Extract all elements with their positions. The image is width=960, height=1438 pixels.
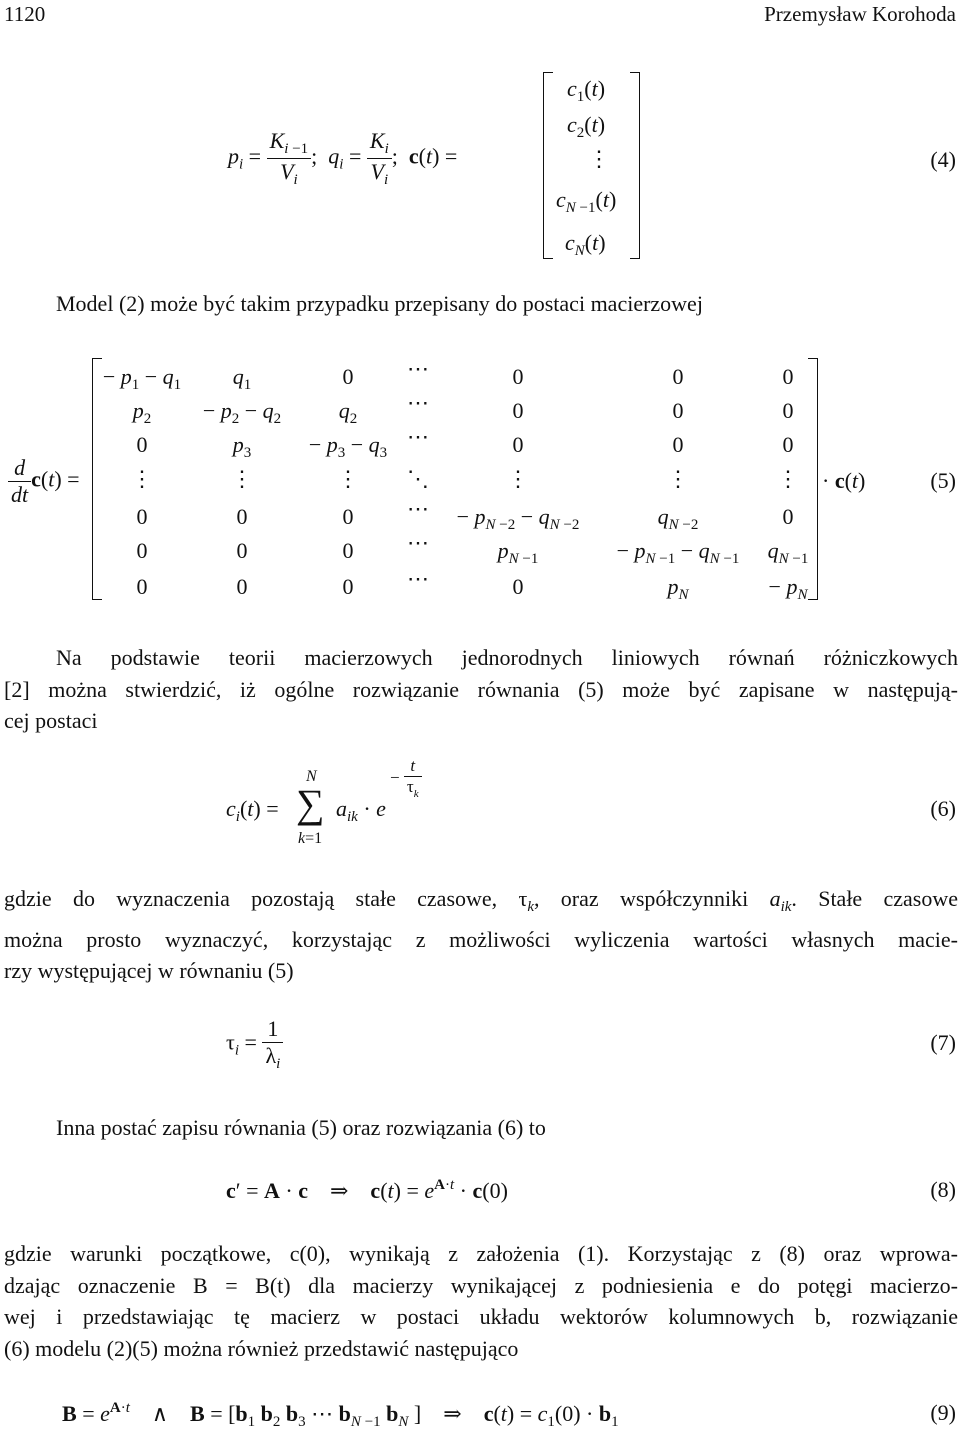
matrix-cell: ⋮	[507, 466, 529, 491]
matrix-cell: 0	[512, 364, 524, 389]
paragraph	[4, 288, 960, 320]
matrix-cell: ⋮	[777, 466, 799, 491]
equation-8: c′ = A · c ⇒ $c(t) = e^{A\cdot t} \cdot c(0)$	[226, 1177, 508, 1203]
text-line: (6) modelu (2)(5) można również przedstawić następująco	[4, 1335, 519, 1361]
vector-entry: $c_{N -1}(t)$	[556, 187, 617, 216]
matrix-cell: 0	[236, 574, 248, 599]
text-line: [2] można stwierdzić, iż ogólne rozwiązanie równania (5) może być zapisane w następują-	[4, 676, 958, 702]
matrix-cell: 0	[136, 504, 148, 529]
equation-7: $\tau_i$ = $\frac{1}{\lambda_i}$	[226, 1016, 283, 1073]
matrix-cell: − $p_2 - q_2$	[202, 398, 282, 427]
running-author: Przemysław Korohoda	[764, 2, 956, 26]
paragraph	[4, 1112, 960, 1144]
matrix-cell: ⋯	[407, 496, 429, 521]
vector-entry: ⋮	[588, 146, 610, 171]
matrix-cell: 0	[512, 398, 524, 423]
vector-entry: $c_1(t)$	[567, 76, 606, 105]
matrix-cell: ⋱	[407, 466, 429, 491]
text-line: gdzie warunki początkowe, c(0), wynikają z założenia (1). Korzystając z (8) oraz wprowa-	[4, 1241, 958, 1266]
matrix-cell: 0	[672, 432, 684, 457]
equation-6-term: $a_{ik} \cdot e$	[336, 796, 386, 825]
text-line: można prosto wyznaczyć, korzystając z możliwości wyliczenia wartości własnych macie-	[4, 926, 958, 952]
matrix-cell: 0	[342, 538, 354, 563]
sum-upper-limit: N	[306, 768, 317, 785]
matrix-cell: $q_2$	[338, 398, 358, 427]
matrix-right-bracket	[808, 358, 818, 600]
matrix-cell: $p_{N -1}$	[497, 538, 539, 567]
equation-number: (9)	[930, 1400, 956, 1425]
exponent: − $\frac{t}{\tau_k}$	[390, 756, 422, 800]
matrix-cell: $p_2$	[132, 398, 152, 427]
equation-number: (8)	[930, 1177, 956, 1202]
matrix-cell: ⋮	[337, 466, 359, 491]
matrix-cell: 0	[136, 538, 148, 563]
matrix-cell: 0	[236, 504, 248, 529]
matrix-cell: 0	[782, 432, 794, 457]
matrix-cell: $q_{N -2}$	[657, 504, 699, 533]
equation-number: (5)	[930, 468, 956, 493]
equation-5-lhs: $\frac{d}{dt}$ c(t) =	[8, 455, 80, 508]
matrix-cell: ⋯	[407, 390, 429, 415]
equation-4: $p_i$ = $\frac{K_{i -1}}{V_i}$ ; $q_i$ = $\frac{K_i}{V_i}$ ; c(t) =	[228, 128, 458, 188]
sum-lower-limit: k=1	[298, 830, 323, 847]
matrix-cell: 0	[672, 364, 684, 389]
matrix-cell: 0	[782, 398, 794, 423]
matrix-cell: − $p_{N -1} - q_{N -1}$	[616, 538, 740, 567]
matrix-cell: 0	[512, 574, 524, 599]
equation-9: $B = e^{A\cdot t}$ ∧ $B = [b_1$ $b_2$ $b_3$ ⋯ $b_{N -1}$ $b_N$ ] ⇒ $c(t) = c_1(0) \cdot b_1$	[62, 1400, 619, 1430]
matrix-cell: $q_1$	[232, 364, 252, 393]
matrix-cell: $q_{N -1}$	[767, 538, 809, 567]
matrix-cell: ⋯	[407, 356, 429, 381]
text-line: dzając oznaczenie B = B(t) dla macierzy wynikającej z podniesienia e do potęgi macierzo-	[4, 1272, 958, 1298]
vector-entry: $c_N(t)$	[565, 230, 606, 259]
matrix-cell: $p_N$	[667, 574, 689, 603]
paragraph	[4, 1238, 958, 1364]
text-line: Na podstawie teorii macierzowych jednorodnych liniowych równań różniczkowych	[56, 645, 958, 670]
vector-left-bracket	[543, 72, 553, 259]
vector-right-bracket	[630, 72, 640, 259]
matrix-cell: − $p_1 - q_1$	[102, 364, 182, 393]
matrix-cell: ⋯	[407, 566, 429, 591]
matrix-cell: 0	[342, 504, 354, 529]
text-line: Inna postać zapisu równania (5) oraz rozwiązania (6) to	[56, 1115, 546, 1140]
matrix-cell: 0	[672, 398, 684, 423]
equation-6: $c_i(t)$ =	[226, 796, 279, 825]
page-number: 1120	[4, 2, 46, 26]
text-line: gdzie do wyznaczenia pozostają stałe czasowe, $\tau_k$, oraz współczynniki $a_{ik}$. Stałe czasowe	[4, 886, 959, 915]
paragraph	[4, 642, 958, 737]
text-line: wej i przedstawiając tę macierz w postaci układu wektorów kolumnowych b, rozwiązanie	[4, 1304, 958, 1329]
matrix-cell: 0	[512, 432, 524, 457]
matrix-cell: 0	[136, 574, 148, 599]
matrix-cell: ⋮	[231, 466, 253, 491]
sum-symbol: ∑	[296, 781, 325, 826]
equation-number: (7)	[930, 1030, 956, 1055]
matrix-cell: 0	[782, 364, 794, 389]
matrix-cell: 0	[342, 364, 354, 389]
paragraph	[4, 883, 958, 987]
matrix-cell: $p_3$	[232, 432, 252, 461]
text-line: Model (2) może być takim przypadku przepisany do postaci macierzowej	[56, 291, 703, 316]
equation-5-rhs: · c(t)	[822, 468, 866, 493]
matrix-cell: ⋮	[667, 466, 689, 491]
text-line: cej postaci	[4, 708, 98, 733]
vector-entry: $c_2(t)$	[567, 112, 606, 141]
matrix-cell: 0	[136, 432, 148, 457]
matrix-cell: 0	[782, 504, 794, 529]
matrix-cell: − $p_{N -2} - q_{N -2}$	[456, 504, 580, 533]
matrix-cell: 0	[342, 574, 354, 599]
matrix-cell: − $p_3 - q_3$	[308, 432, 388, 461]
equation-number: (4)	[930, 147, 956, 172]
matrix-cell: − $p_N$	[768, 574, 808, 603]
matrix-left-bracket	[92, 358, 102, 600]
matrix-cell: ⋯	[407, 530, 429, 555]
text-line: rzy występującej w równaniu (5)	[4, 958, 294, 983]
matrix-cell: ⋯	[407, 424, 429, 449]
equation-number: (6)	[930, 796, 956, 821]
matrix-cell: ⋮	[131, 466, 153, 491]
matrix-cell: 0	[236, 538, 248, 563]
